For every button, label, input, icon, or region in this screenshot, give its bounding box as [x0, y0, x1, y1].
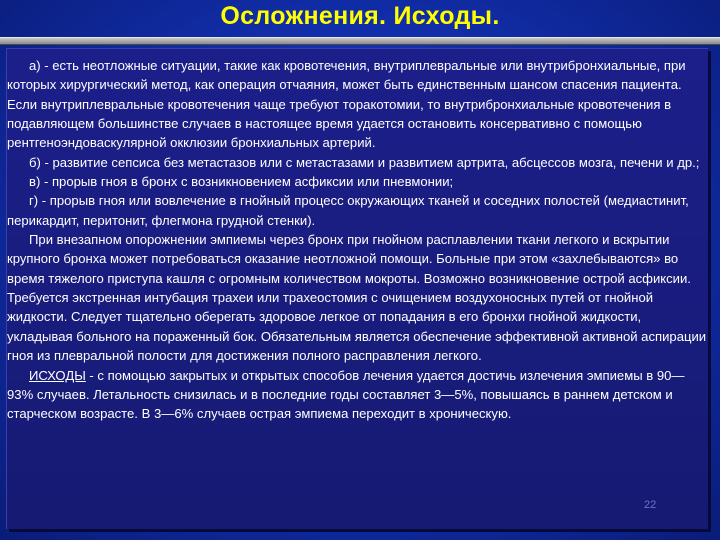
slide-body — [7, 56, 707, 424]
complication-g: г) - прорыв гноя или вовлечение в гнойный процесс окружающих тканей и соседних полостей (медиастинит, перикардит, перитонит, флегмона грудной стенки). — [7, 193, 689, 228]
title-divider — [0, 37, 720, 45]
complication-a: а) - есть неотложные ситуации, такие как кровотечения, внутриплевральные или внутрибронхиальные, при которых хирургический метод, как операция отчаяния, может быть единственным шансом спасения пациента. Если внутриплевральные кровотечения чаще требуют торакотомии, то внутрибронхиальные кровотечения в подавляющем большинстве случаев в настоящее время удается остановить консервативно с помощью рентгеноэндоваскулярной окклюзии бронхиальных артерий. — [7, 58, 686, 151]
slide-title: Осложнения. Исходы. — [220, 2, 500, 30]
complication-v: в) - прорыв гноя в бронх с возникновением асфиксии или пневмонии; — [29, 174, 454, 190]
outcomes-text: - с помощью закрытых и открытых способов лечения удается достичь излечения эмпиемы в 90—93% случаев. Летальность снизилась и в последние годы составляет 3—5%, повышаясь в раннем детском и старческом возрасте. В 3—6% случаев острая эмпиема переходит в хроническую. — [7, 367, 685, 422]
page-number: 22 — [644, 499, 657, 511]
outcomes-paragraph — [7, 366, 707, 424]
emergency-paragraph: При внезапном опорожнении эмпиемы через бронх при гнойном расплавлении ткани легкого и вскрытии крупного бронха может потребоваться оказание неотложной помощи. Больные при этом «захлебываются» во время тяжелого приступа кашля с огромным количеством мокроты. Возможно возникновение острой асфиксии. Требуется экстренная интубация трахеи или трахеостомия с очищением воздухоносных путей от гнойной жидкости. Следует тщательно оберегать здоровое легкое от попадания в его бронхи гнойной жидкости, укладывая больного на пораженный бок. Обязательным является обеспечение эффективной активной аспирации гноя из плевральной полости для достижения полного расправления легкого. — [7, 232, 707, 364]
outcomes-keyword: ИСХОДЫ — [29, 367, 86, 383]
complication-b: б) - развитие сепсиса без метастазов или с метастазами и развитием артрита, абсцессов мозга, печени и др.; — [29, 154, 700, 170]
